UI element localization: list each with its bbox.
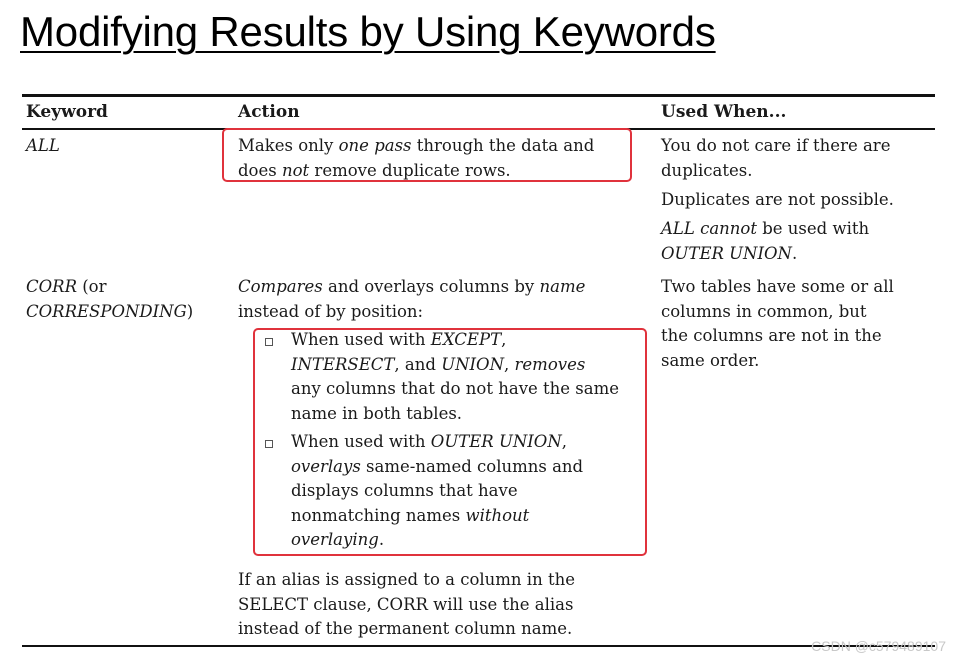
- used-when-corr-line-3: the columns are not in the: [661, 326, 882, 345]
- used-when-corr-line-2: columns in common, but: [661, 301, 867, 321]
- used-when-corr-line-1: Two tables have some or all: [661, 277, 894, 296]
- used-when-all-line-2: duplicates.: [661, 160, 753, 180]
- used-when-corr-line-4: same order.: [661, 350, 760, 370]
- bullet-2-line-3: displays columns that have: [291, 481, 518, 500]
- used-when-all-line-3: Duplicates are not possible.: [661, 190, 894, 209]
- action-all-line-2: does not remove duplicate rows.: [238, 160, 511, 180]
- bullet-1-line-2: INTERSECT, and UNION, removes: [291, 354, 586, 374]
- table-top-rule: [22, 94, 935, 97]
- bullet-1-line-4: name in both tables.: [291, 403, 463, 423]
- watermark-text: CSDN @c579489107: [811, 638, 946, 654]
- used-when-all-line-4: ALL cannot be used with: [661, 219, 870, 238]
- bullet-2-line-1: When used with OUTER UNION,: [291, 432, 568, 451]
- action-corr-line-1: Compares and overlays columns by name: [238, 277, 586, 296]
- used-when-all-line-5: OUTER UNION.: [661, 243, 798, 263]
- bullet-checkbox-icon: [265, 338, 273, 346]
- bullet-2-line-5: overlaying.: [291, 530, 385, 549]
- action-note-line-2: SELECT clause, CORR will use the alias: [238, 594, 574, 614]
- bullet-1-line-3: any columns that do not have the same: [291, 379, 620, 398]
- bullet-2-line-4: nonmatching names without: [291, 505, 530, 525]
- bullet-2-line-2: overlays same-named columns and: [291, 456, 584, 476]
- slide-title: Modifying Results by Using Keywords: [20, 8, 716, 55]
- used-when-all-line-1: You do not care if there are: [661, 136, 891, 155]
- keyword-all: ALL: [26, 136, 60, 155]
- keyword-corr-line-1: CORR (or: [26, 277, 107, 296]
- bullet-1-line-1: When used with EXCEPT,: [291, 330, 507, 349]
- header-used-when: Used When...: [661, 102, 787, 122]
- action-note-line-1: If an alias is assigned to a column in the: [238, 570, 575, 589]
- bullet-checkbox-icon: [265, 440, 273, 448]
- action-corr-line-2: instead of by position:: [238, 301, 424, 321]
- header-action: Action: [238, 102, 300, 122]
- keyword-corr-line-2: CORRESPONDING): [26, 301, 194, 321]
- header-keyword: Keyword: [26, 102, 108, 122]
- action-all-line-1: Makes only one pass through the data and: [238, 136, 595, 155]
- action-note-line-3: instead of the permanent column name.: [238, 619, 573, 638]
- table-bottom-rule: [22, 645, 935, 647]
